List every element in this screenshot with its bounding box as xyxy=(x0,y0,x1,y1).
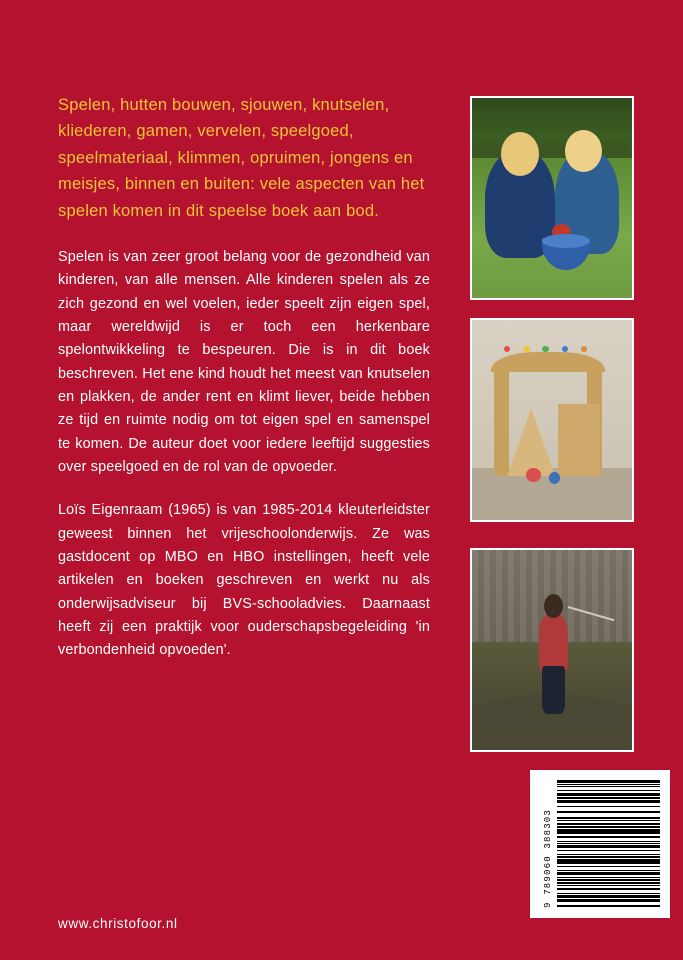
photo2-lamp-green xyxy=(542,346,548,352)
photo1-boy-left-head xyxy=(501,132,539,176)
barcode-bars xyxy=(557,780,660,908)
barcode-inner xyxy=(544,780,660,908)
photo3-boy-head xyxy=(544,594,563,618)
photo2-wooden-box xyxy=(558,404,600,476)
barcode-digits: 9 789060 388303 xyxy=(543,808,553,908)
photo-two-boys-playing-grass xyxy=(470,96,634,300)
lede-paragraph: Spelen, hutten bouwen, sjouwen, knutselen, kliederen, gamen, vervelen, speelgoed, speelmateriaal, klimmen, opruimen, jongens en meisjes, binnen en buiten: vele aspecten van het spelen komen in dit speelse boek aan bod. xyxy=(58,96,425,220)
photo-boy-with-stick xyxy=(470,548,634,752)
text-column xyxy=(58,92,430,663)
publisher-website[interactable]: www.christofoor.nl xyxy=(58,916,178,931)
body-paragraph-1: Spelen is van zeer groot belang voor de gezondheid van kinderen, van alle mensen. Alle kinderen spelen als ze zich gezond en wel voelen, ieder speelt zijn eigen spel, maar wereldwijd is er toch een herkenbare spelontwikkeling te bespeuren. Die is in dit boek beschreven. Het ene kind houdt het meest van knutselen en plakken, de ander rent en klimt liever, beide hebben ze tijd en ruimte nodig om tot eigen spel en samenspel te komen. De auteur doet voor iedere leeftijd suggesties over speelgoed en de rol van de opvoeder. xyxy=(58,248,430,475)
photo3-boy-legs xyxy=(542,666,564,714)
body-paragraph-2: Loïs Eigenraam (1965) is van 1985-2014 kleuterleidster geweest binnen het vrijeschoolonderwijs. Ze was gastdocent op MBO en HBO instellingen, heeft vele artikelen en boeken geschreven en werkt nu als onderwijsadviseur bij BVS-schooladvies. Daarnaast heeft zij een praktijk voor ouderschapsbegeleiding 'in verbondenheid opvoeden'. xyxy=(58,502,430,659)
photo2-red-ball xyxy=(526,468,540,482)
photo-wooden-play-arch xyxy=(470,318,634,522)
photo2-lamp-yellow xyxy=(523,346,529,352)
photo2-blue-ball xyxy=(549,472,560,484)
photo1-boy-right-head xyxy=(565,130,602,172)
photo2-lamp-blue xyxy=(562,346,568,352)
barcode-bar xyxy=(557,907,660,908)
photo2-arch-left-post xyxy=(494,364,508,476)
photo3-boy-body xyxy=(539,614,568,674)
barcode xyxy=(530,770,670,918)
